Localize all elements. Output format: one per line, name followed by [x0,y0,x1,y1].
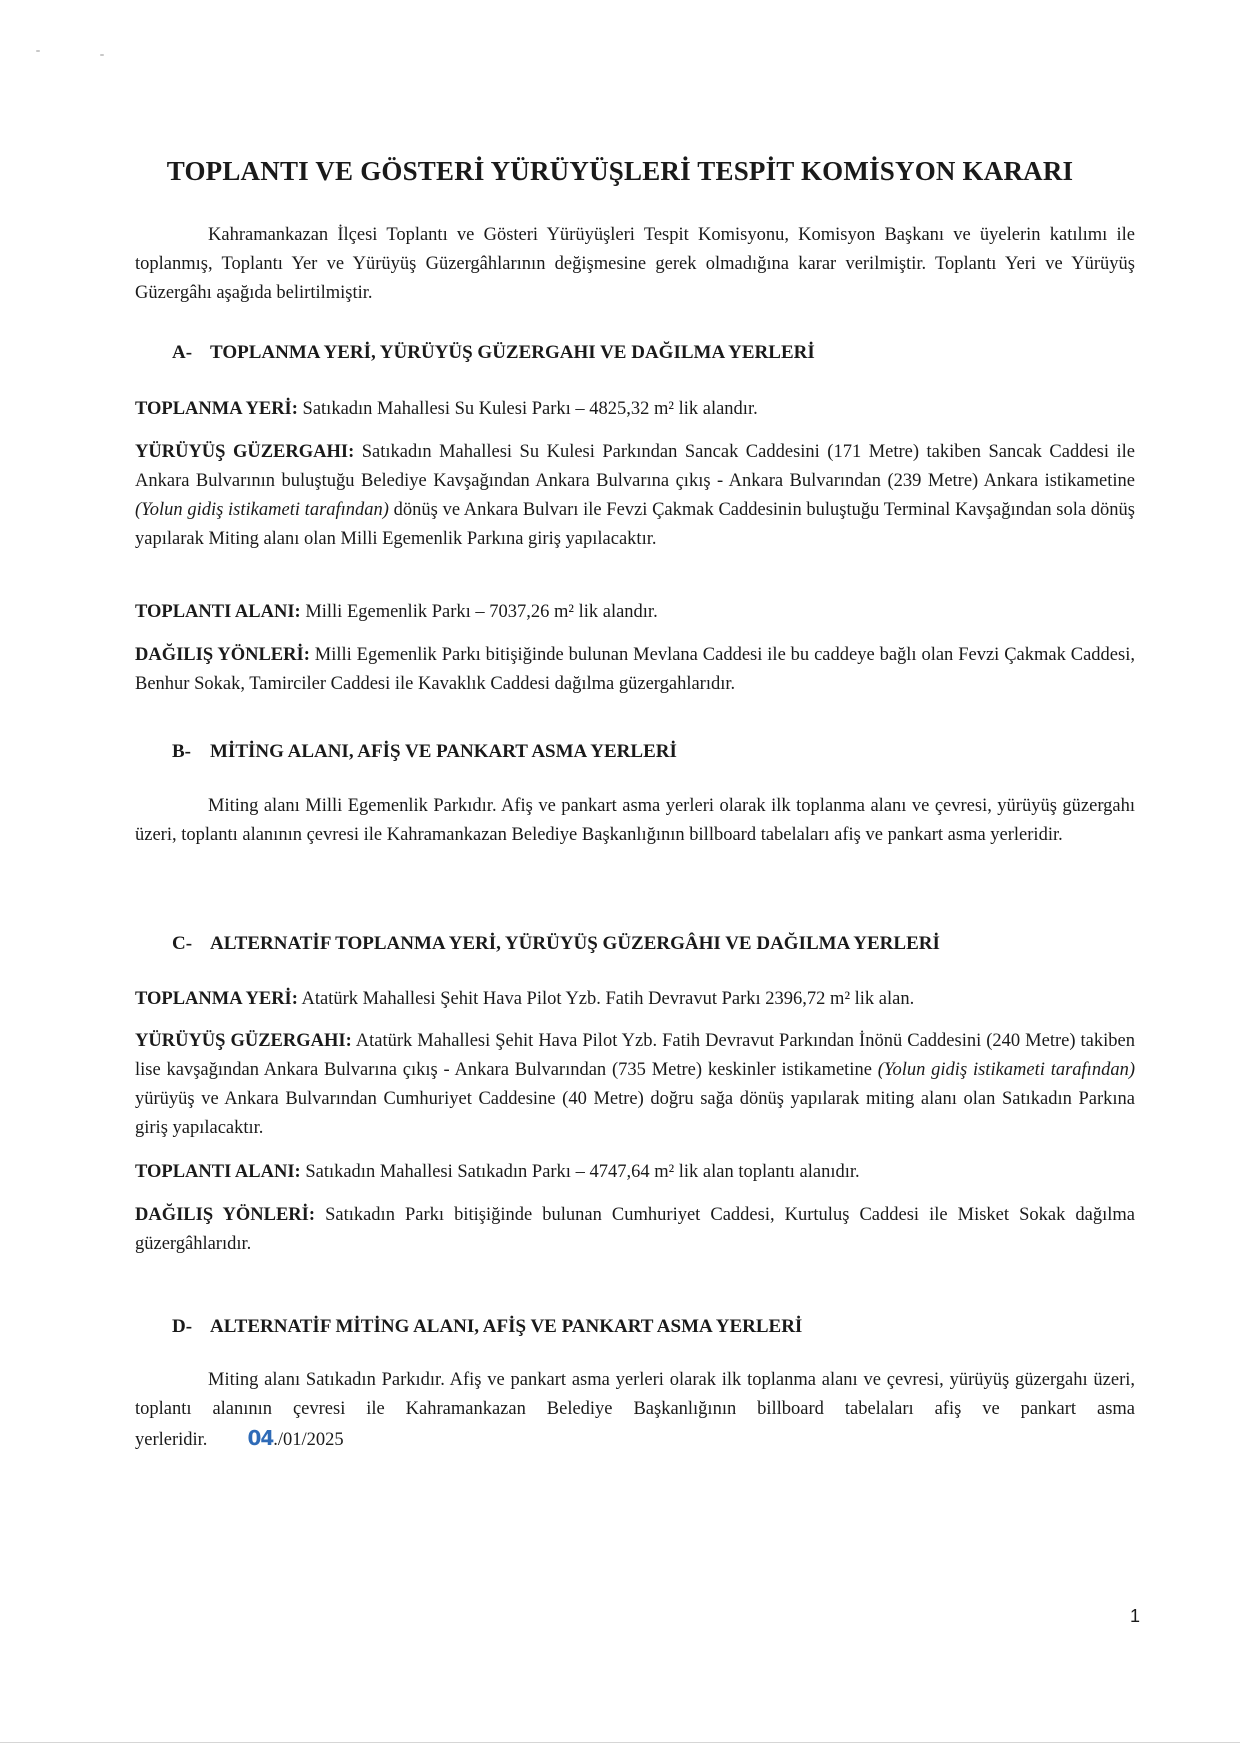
section-d-title: ALTERNATİF MİTİNG ALANI, AFİŞ VE PANKART ASMA YERLERİ [210,1316,803,1337]
toplanma-yeri-text: Satıkadın Mahallesi Su Kulesi Parkı – 4825,32 m² lik alandır. [297,399,758,419]
yuruyus-guzergahi-text: Atatürk Mahallesi Şehit Hava Pilot Yzb. Fatih Devravut Parkından İnönü Caddesini (240 Metre) takiben lise kavşağından Ankara Bulvarına çıkış - Ankara Bulvarından (735 Metre) keskinler istikametine [135,1031,1135,1080]
intro-paragraph: Kahramankazan İlçesi Toplantı ve Gösteri Yürüyüşleri Tespit Komisyonu, Komisyon Başkanı ve üyelerin katılımı ile toplanmış, Toplantı Yer ve Yürüyüş Güzergâhlarının değişmesine gerek olmadığına karar verilmiştir. Toplantı Yeri ve Yürüyüş Güzergâhı aşağıda belirtilmiştir. [135,225,1135,303]
toplanti-alani-text: Milli Egemenlik Parkı – 7037,26 m² lik alandır. [300,602,658,622]
section-a-title: TOPLANMA YERİ, YÜRÜYÜŞ GÜZERGAHI VE DAĞILMA YERLERİ [210,342,815,363]
section-d-heading [172,1316,1152,1338]
yuruyus-guzergahi-italic: (Yolun gidiş istikameti tarafından) [135,500,389,520]
section-b-letter: B- [172,741,191,762]
page-number: 1 [1129,1606,1140,1626]
yuruyus-guzergahi-text-cont: yürüyüş ve Ankara Bulvarından Cumhuriyet Caddesine (40 Metre) doğru sağa dönüş yapılarak miting alanı olan Satıkadın Parkına giriş yapılacaktır. [135,1089,1135,1138]
printed-date: ./01/2025 [273,1430,344,1450]
toplanma-yeri-text: Atatürk Mahallesi Şehit Hava Pilot Yzb. Fatih Devravut Parkı 2396,72 m² lik alan. [297,989,915,1009]
yuruyus-guzergahi-label: YÜRÜYÜŞ GÜZERGAHI: [135,1031,352,1051]
scan-speck [36,50,40,52]
section-b-heading [172,741,1152,763]
section-a-toplanma-yeri [135,395,1135,424]
section-d-letter: D- [172,1316,193,1337]
section-d-text: Miting alanı Satıkadın Parkıdır. Afiş ve pankart asma yerleri olarak ilk toplanma alanı ve çevresi, yürüyüş güzergahı üzeri, toplantı alanının çevresi ile Kahramankazan Belediye Başkanlığının billboard tabelaları afiş ve pankart asma yerleridir. [135,1370,1135,1450]
section-c-toplanma-yeri [135,985,1135,1014]
scan-edge-line [0,1742,1240,1743]
toplanma-yeri-label: TOPLANMA YERİ: [135,989,298,1009]
dagilis-yonleri-text: Milli Egemenlik Parkı bitişiğinde bulunan Mevlana Caddesi ile bu caddeye bağlı olan Fevzi Çakmak Caddesi, Benhur Sokak, Tamirciler Caddesi ile Kavaklık Caddesi dağılma güzergahlarıdır. [135,645,1135,694]
section-c-letter: C- [172,933,193,954]
toplanti-alani-text: Satıkadın Mahallesi Satıkadın Parkı – 4747,64 m² lik alan toplantı alanıdır. [300,1162,860,1182]
toplanti-alani-label: TOPLANTI ALANI: [135,602,301,622]
scan-speck [100,54,104,56]
handwritten-date-day: 04 [247,1426,274,1450]
section-d-paragraph [135,1366,1135,1455]
section-a-yuruyus-guzergahi [135,438,1135,554]
document-title: TOPLANTI VE GÖSTERİ YÜRÜYÜŞLERİ TESPİT KOMİSYON KARARI [166,156,1074,186]
yuruyus-guzergahi-italic: (Yolun gidiş istikameti tarafından) [877,1060,1135,1080]
section-c-dagilis-yonleri [135,1201,1135,1259]
dagilis-yonleri-label: DAĞILIŞ YÖNLERİ: [135,645,310,665]
yuruyus-guzergahi-label: YÜRÜYÜŞ GÜZERGAHI: [135,442,355,462]
section-a-heading [172,342,1152,364]
toplanti-alani-label: TOPLANTI ALANI: [135,1162,301,1182]
section-a-dagilis-yonleri [135,641,1135,699]
section-a-letter: A- [172,342,193,363]
section-c-title: ALTERNATİF TOPLANMA YERİ, YÜRÜYÜŞ GÜZERGÂHI VE DAĞILMA YERLERİ [210,933,940,954]
section-a-toplanti-alani [135,598,1135,627]
section-b-title: MİTİNG ALANI, AFİŞ VE PANKART ASMA YERLERİ [210,741,677,762]
yuruyus-guzergahi-text-cont: dönüş ve Ankara Bulvarı ile Fevzi Çakmak Caddesinin buluştuğu Terminal Kavşağından sola dönüş yapılarak Miting alanı olan Milli Egemenlik Parkına giriş yapılacaktır. [135,500,1135,549]
section-c-toplanti-alani [135,1158,1135,1187]
section-c-yuruyus-guzergahi [135,1027,1135,1143]
dagilis-yonleri-text: Satıkadın Parkı bitişiğinde bulunan Cumhuriyet Caddesi, Kurtuluş Caddesi ile Misket Sokak dağılma güzergâhlarıdır. [135,1205,1135,1254]
toplanma-yeri-label: TOPLANMA YERİ: [135,399,298,419]
section-c-heading [172,933,1152,955]
section-b-paragraph: Miting alanı Milli Egemenlik Parkıdır. Afiş ve pankart asma yerleri olarak ilk toplanma alanı ve çevresi, yürüyüş güzergahı üzeri, toplantı alanının çevresi ile Kahramankazan Belediye Başkanlığının billboard tabelaları afiş ve pankart asma yerleridir. [135,796,1135,845]
dagilis-yonleri-label: DAĞILIŞ YÖNLERİ: [135,1205,316,1225]
yuruyus-guzergahi-text: Satıkadın Mahallesi Su Kulesi Parkından Sancak Caddesini (171 Metre) takiben Sancak Caddesi ile Ankara Bulvarının buluştuğu Belediye Kavşağından Ankara Bulvarına çıkış - Ankara Bulvarından (239 Metre) Ankara istikametine [135,442,1135,491]
